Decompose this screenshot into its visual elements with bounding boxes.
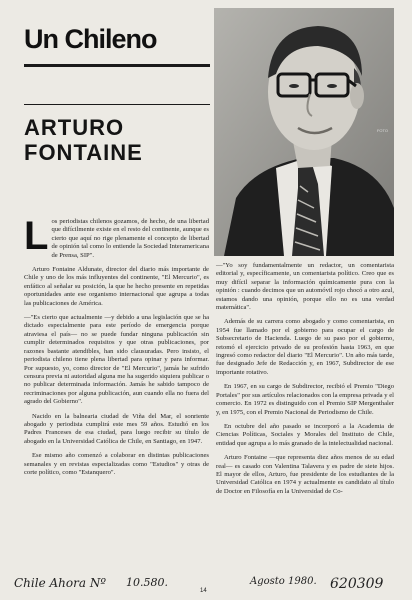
- article-paragraph: En 1967, en su cargo de Subdirector, recibió el Premio "Diego Portales" por sus artículos relacionados con la empresa privada y el comercio. En 1972 es distinguido con el Premio SIP Mergenthaler y, en 1975, con el Premio Nacional de Periodismo de Chile.: [216, 383, 394, 416]
- drop-cap: L: [24, 214, 49, 258]
- portrait-illustration: [214, 8, 394, 256]
- article-paragraph: Además de su carrera como abogado y como comentarista, en 1954 fue llamado por el gobierno para ocupar el cargo de Subsecretario de Hacienda. Luego de su paso por el gobierno, retomó el ejercicio privado de su profesión hasta 1963, en que ingresó como redactor del diario "El Mercurio". Un año más tarde, fue designado Jefe de Redacción y, en 1967, Subdirector de ese importante rotativo.: [216, 318, 394, 376]
- handwritten-archive-code: 620309: [330, 576, 384, 592]
- page-number: 14: [200, 588, 207, 594]
- title-rule-thin: [24, 104, 210, 105]
- article-paragraph: —"Yo soy fundamentalmente un redactor, un comentarista editorial y, específicamente, un comentarista político. Creo que es muy difícil separar la información químicamente pura con la opinión : cuando decimos que un automóvil rojo chocó a otro azul, estamos dando una opinión, porque ello no es una verdad matemática".: [216, 262, 394, 312]
- article-paragraph: —"Es cierto que actualmente —y debido a una legislación que se ha dictado especialmente para este período de emergencia porque atraviesa el país— no se puede fundar ninguna publicación sin cumplir determinados requisitos y que otras publicaciones, por razones bastante atendibles, han sido clausuradas. Pero insisto, el periodista chileno tiene plena libertad para opinar y para informar. Por supuesto, yo, como director de "El Mercurio", jamás he sufrido censura previa ni autoridad alguna me ha sugerido siquiera publicar o no publicar determinada información. Jamás he sabido tampoco de recriminaciones por alguna publicación, aun cuando ella no fuera del agrado del Gobierno".: [24, 314, 209, 406]
- section-title: Un Chileno: [24, 24, 157, 54]
- lead-paragraph-text: os periodistas chilenos gozamos, de hecho, de una libertad que difícilmente existe en el resto del continente, aunque es cierto que aquí no rige plenamente el concepto de libertad de opinión tal como lo entiende la Sociedad Interamericana de Prensa, SIP".: [51, 218, 209, 259]
- article-paragraph: Arturo Fontaine —que representa diez años menos de su edad real— es casado con Valentina Talavera y es padre de siete hijos. El mayor de ellos, Arturo, fue presidente de los estudiantes de la Universidad Católica en 1974 y actualmente es candidato al título de Doctor en Filosofía en la Universidad de Co-: [216, 454, 394, 495]
- portrait-photo: [214, 8, 394, 256]
- handwritten-publication: Chile Ahora Nº: [14, 576, 106, 590]
- handwritten-issue-number: 10.580.: [126, 576, 168, 589]
- handwritten-date: Agosto 1980.: [250, 576, 317, 587]
- left-column: [24, 214, 209, 483]
- right-column: [216, 262, 394, 502]
- headline-first-name: ARTURO: [24, 115, 125, 140]
- headline-last-name: FONTAINE: [24, 140, 143, 165]
- headline: [24, 115, 143, 165]
- title-rule: [24, 64, 210, 67]
- photo-credit: FOTO: [376, 128, 388, 133]
- article-paragraph: Arturo Fontaine Aldunate, director del diario más importante de Chile y uno de los más influyentes del continente, "El Mercurio", es enfático al señalar su posición, la que he hecho presente en repetidas oportunidades ante ese organismo internacional que agrupa a todas las publicaciones de América.: [24, 266, 209, 307]
- lead-paragraph: [24, 214, 209, 260]
- article-paragraph: En octubre del año pasado se incorporó a la Academia de Ciencias Políticas, Sociales y Morales del Instituto de Chile, entidad que agrupa a lo más granado de la intelectualidad nacional.: [216, 422, 394, 447]
- article-paragraph: Nacido en la balnearia ciudad de Viña del Mar, el sonriente abogado y periodista cumplirá este mes 59 años. Estudió en los Padres Franceses de esa ciudad, para luego recibir su título de abogado en la Universidad Católica de Chile, en Santiago, en 1947.: [24, 412, 209, 445]
- article-paragraph: Ese mismo año comenzó a colaborar en distintas publicaciones semanales y en revistas especializadas como "Estudios" y otras de corte político, como "Estanquero".: [24, 452, 209, 476]
